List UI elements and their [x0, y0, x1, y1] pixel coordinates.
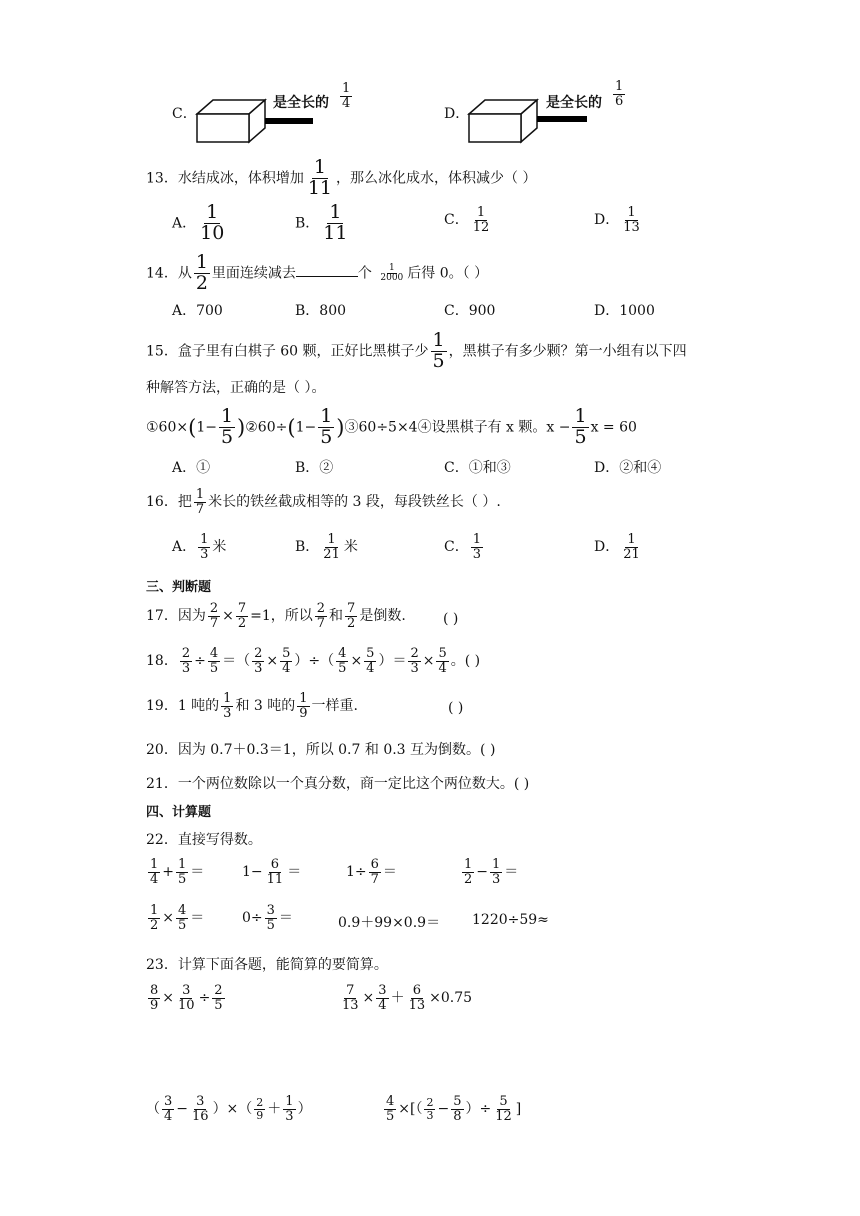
q16-d-den: 21	[623, 546, 640, 562]
q15-m4-num: 1	[574, 405, 587, 427]
q17: 17．因为 $\frac{2}{7}$ × $\frac{7}{2}$ =1，所以 $\frac{2}{7}$ 和 $\frac{7}{2}$ 是倒数.	[146, 601, 406, 631]
q14-stem	[146, 253, 488, 294]
q14-num: 1	[195, 251, 208, 273]
q14-blank[interactable]	[296, 262, 358, 277]
q12-c-num: 1	[342, 81, 351, 96]
q15-stem-line1	[146, 331, 687, 372]
q16-d-num: 1	[627, 532, 636, 547]
q16-a-unit: 米	[212, 539, 227, 556]
q15-method2: ②60÷	[245, 419, 288, 436]
q19: 19．1 吨的 $\frac{1}{3}$ 和 3 吨的 $\frac{1}{9}$ 一样重.	[146, 691, 358, 721]
q19-a: 19．1 吨的	[146, 698, 220, 715]
q22-item-5: $\frac{1}{2}$ × $\frac{4}{5}$ ＝	[150, 903, 205, 933]
q15-m1-den: 5	[220, 425, 234, 448]
q13-num: 1	[313, 156, 326, 178]
q17-answer-paren[interactable]: ( )	[443, 611, 459, 627]
q13-d-den: 13	[623, 219, 640, 235]
q16-d-label: D．	[594, 539, 620, 556]
q16-stem	[146, 488, 501, 516]
q13-b-label: B．	[295, 215, 320, 232]
q15-m4-den: 5	[574, 425, 587, 448]
q22-title: 22．直接写得数。	[146, 832, 262, 848]
q16-den: 7	[195, 501, 205, 517]
q23-problem-3: （ $\frac{3}{4}$ − $\frac{3}{16}$ ）×（ $\frac{2}{9}$ ＋ $\frac{1}{3}$ ）	[146, 1094, 312, 1124]
q19-b: 和 3 吨的	[235, 698, 296, 715]
q15-method3: ③60÷5×4④设黑棋子有 x 颗。x −	[344, 419, 571, 436]
q23-problem-1: $\frac{8}{9}$ × $\frac{3}{10}$ ÷ $\frac{2}{5}$	[150, 983, 223, 1013]
q19-c: 一样重.	[311, 698, 358, 715]
q12-c-den: 4	[342, 95, 351, 111]
q13-stem	[146, 158, 536, 199]
q13-c-label: C．	[444, 212, 469, 229]
q23-problem-2: $\frac{7}{13}$ × $\frac{3}{4}$ ＋ $\frac{6}{13}$ ×0.75	[342, 983, 473, 1013]
q18: 18． $\frac{2}{3}$ ÷ $\frac{4}{5}$ ＝（ $\frac{2}{3}$ × $\frac{5}{4}$ ）÷（ $\frac{4}{5}$ × $\frac{5}{4}$ ）＝ $\frac{2}{3}$ × $\frac{5}{4}$ 。( )	[146, 646, 481, 676]
q14-option-d[interactable]: D．1000	[594, 303, 655, 319]
q14-stem-c: 个	[357, 265, 372, 282]
q15-stem-a: 15．盒子里有白棋子 60 颗，正好比黑棋子少	[146, 343, 429, 360]
q15-m1-num: 1	[220, 405, 234, 427]
q14-stem-b: 里面连续减去	[211, 265, 296, 282]
section-3-heading: 三、判断题	[146, 580, 212, 595]
q15-num: 1	[432, 329, 445, 351]
q17-a: 17．因为	[146, 608, 206, 625]
q12-option-d-label: D．	[444, 106, 470, 122]
q13-d-num: 1	[627, 205, 636, 220]
q23-problem-4: $\frac{4}{5}$ ×[（ $\frac{2}{3}$ − $\frac{5}{8}$ ）÷ $\frac{5}{12}$ ]	[386, 1094, 522, 1124]
q13-d-label: D．	[594, 212, 620, 229]
q16-stem-b: 米长的铁丝截成相等的 3 段，每段铁丝长（ ）.	[208, 494, 501, 511]
q14-stem-a: 14．从	[146, 265, 192, 282]
q22-item-2: 1− $\frac{6}{11}$ ＝	[242, 857, 302, 887]
q14-option-b[interactable]: B．800	[295, 303, 347, 319]
q13-stem-b: ，那么冰化成水，体积减少（ ）	[336, 170, 537, 187]
q16-a-num: 1	[200, 532, 209, 547]
q16-a-den: 3	[200, 546, 209, 562]
q15-option-c[interactable]: C．①和③	[444, 460, 511, 476]
q16-b-unit: 米	[343, 539, 358, 556]
q15-m2-num: 1	[320, 405, 333, 427]
q16-stem-a: 16．把	[146, 494, 192, 511]
q16-option-d[interactable]	[594, 533, 644, 561]
q13-stem-a: 13．水结成冰，体积增加	[146, 170, 304, 187]
q14-option-a[interactable]: A．700	[172, 303, 223, 319]
q16-num: 1	[195, 487, 205, 502]
q17-d: 是倒数.	[359, 608, 406, 625]
q12-d-text: 是全长的	[546, 95, 602, 111]
q13-option-a[interactable]	[172, 203, 228, 244]
q13-option-d[interactable]	[594, 206, 644, 234]
q13-b-den: 11	[323, 221, 348, 244]
q16-c-label: C．	[444, 539, 469, 556]
q22-item-1: $\frac{1}{4}$ + $\frac{1}{5}$ ＝	[150, 857, 205, 887]
q15-stem-line2: 种解答方法，正确的是（ ）。	[146, 380, 326, 396]
q13-option-b[interactable]	[295, 203, 351, 244]
q16-a-label: A．	[172, 539, 197, 556]
q16-c-den: 3	[472, 546, 481, 562]
q16-b-label: B．	[295, 539, 320, 556]
q16-option-a[interactable]	[172, 533, 226, 561]
q14-num2: 1	[388, 262, 395, 273]
q12-d-box-figure	[467, 96, 539, 144]
q16-b-den: 21	[323, 546, 340, 562]
q16-option-b[interactable]	[295, 533, 358, 561]
q22-item-6: 0÷ $\frac{3}{5}$ ＝	[242, 903, 293, 933]
q16-b-num: 1	[327, 532, 336, 547]
q15-option-b[interactable]: B．②	[295, 460, 334, 476]
q14-den2: 2000	[380, 272, 404, 283]
q22-item-8: 1220÷59≈	[472, 912, 549, 928]
q12-c-fraction	[338, 82, 354, 110]
q15-option-d[interactable]: D．②和④	[594, 460, 662, 476]
q17-c: 和	[329, 608, 344, 625]
q13-a-num: 1	[206, 201, 219, 223]
q13-den: 11	[307, 176, 333, 199]
q14-stem-d: 后得 0。（ ）	[407, 265, 489, 282]
q22-item-3: 1÷ $\frac{6}{7}$ ＝	[346, 857, 397, 887]
q16-c-num: 1	[472, 532, 481, 547]
q12-c-text: 是全长的	[273, 95, 329, 111]
q12-option-c-label: C．	[172, 106, 197, 122]
q22-item-4: $\frac{1}{2}$ − $\frac{1}{3}$ ＝	[464, 857, 519, 887]
q18-a: 18．	[146, 653, 178, 670]
q20: 20．因为 0.7＋0.3＝1，所以 0.7 和 0.3 互为倒数。( )	[146, 742, 496, 758]
q12-d-fraction	[611, 80, 627, 108]
q14-den: 2	[195, 271, 208, 294]
q13-b-num: 1	[329, 201, 342, 223]
q15-method4: x = 60	[590, 419, 637, 436]
q23-title: 23．计算下面各题，能简算的要简算。	[146, 957, 388, 973]
q13-a-label: A．	[172, 215, 197, 232]
q21: 21．一个两位数除以一个真分数，商一定比这个两位数大。( )	[146, 776, 530, 792]
q22-item-7: 0.9＋99×0.9＝	[338, 915, 441, 931]
q15-den: 5	[432, 349, 445, 372]
q14-option-c[interactable]: C．900	[444, 303, 496, 319]
q15-methods: ①60×(1− $\frac{1}{5}$ )②60÷(1− $\frac{1}{5}$ )③60÷5×4④设黑棋子有 x 颗。x − $\frac{1}{5}$ x = 60	[146, 405, 637, 448]
q17-b: =1，所以	[250, 608, 313, 625]
q13-c-den: 12	[472, 219, 490, 235]
q12-c-bar	[265, 118, 313, 124]
section-4-heading: 四、计算题	[146, 805, 212, 820]
q15-option-a[interactable]: A．①	[172, 460, 211, 476]
q13-option-c[interactable]	[444, 206, 493, 234]
q23-p2-tail: ×0.75	[429, 990, 473, 1007]
q12-d-den: 6	[615, 93, 624, 109]
q15-method1: ①60×	[146, 419, 189, 436]
q15-m2-den: 5	[320, 425, 333, 448]
q16-option-c[interactable]	[444, 533, 485, 561]
q12-d-num: 1	[615, 79, 624, 94]
q13-c-num: 1	[476, 205, 486, 220]
q18-answer-paren[interactable]: ( )	[464, 653, 481, 670]
q12-c-box-figure	[195, 96, 267, 144]
q15-stem-b: ，黑棋子有多少颗？第一小组有以下四	[448, 343, 687, 360]
q13-a-den: 10	[200, 221, 225, 244]
q19-answer-paren[interactable]: ( )	[448, 700, 464, 716]
q12-d-bar	[537, 116, 587, 122]
